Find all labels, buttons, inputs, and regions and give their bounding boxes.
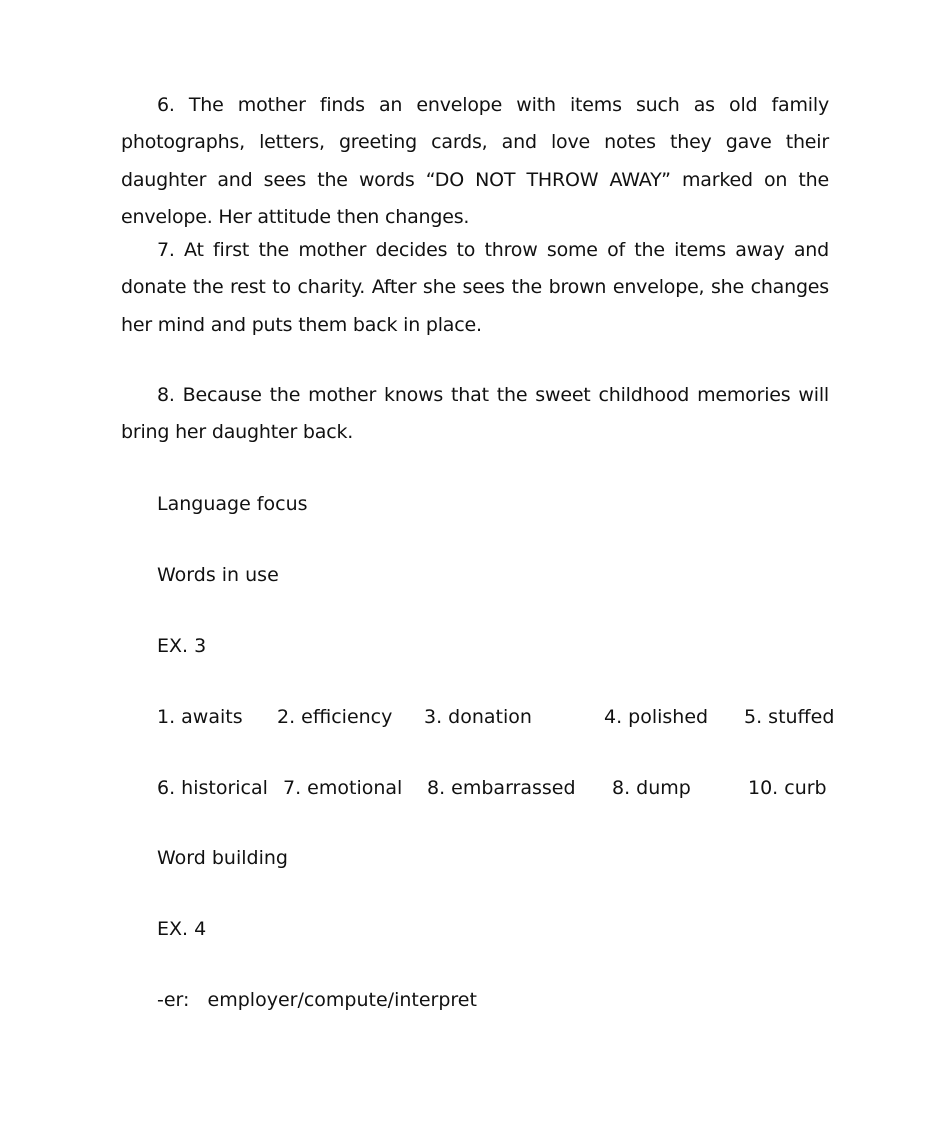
ex4-er-answers: -er: employer/compute/interpret [157, 989, 477, 1011]
ex3-answer-1: 1. awaits [157, 706, 243, 728]
heading-words-in-use: Words in use [157, 564, 279, 586]
ex3-answer-6: 6. historical [157, 777, 268, 799]
ex3-answer-8: 8. embarrassed [427, 777, 576, 799]
heading-ex3: EX. 3 [157, 635, 207, 657]
paragraph-answer-7: 7. At first the mother decides to throw some of the items away and donate the rest to charity. After she sees the brown envelope, she changes her mind and puts them back in place. [121, 239, 829, 336]
ex3-answer-4: 4. polished [604, 706, 709, 728]
heading-word-building: Word building [157, 847, 288, 869]
ex3-answer-3: 3. donation [424, 706, 532, 728]
paragraph-answer-6: 6. The mother finds an envelope with items such as old family photographs, letters, greeting cards, and love notes they gave their daughter and sees the words “DO NOT THROW AWAY” marked on the envelope. Her attitude then changes. [121, 94, 829, 228]
ex3-answer-5: 5. stuffed [744, 706, 835, 728]
heading-ex4: EX. 4 [157, 918, 207, 940]
ex3-answer-7: 7. emotional [283, 777, 403, 799]
ex3-answer-2: 2. efficiency [277, 706, 393, 728]
paragraph-answer-8: 8. Because the mother knows that the sweet childhood memories will bring her daughter back. [121, 384, 829, 444]
ex3-answer-9: 8. dump [612, 777, 691, 799]
ex3-answer-10: 10. curb [748, 777, 827, 799]
heading-language-focus: Language focus [157, 493, 308, 515]
